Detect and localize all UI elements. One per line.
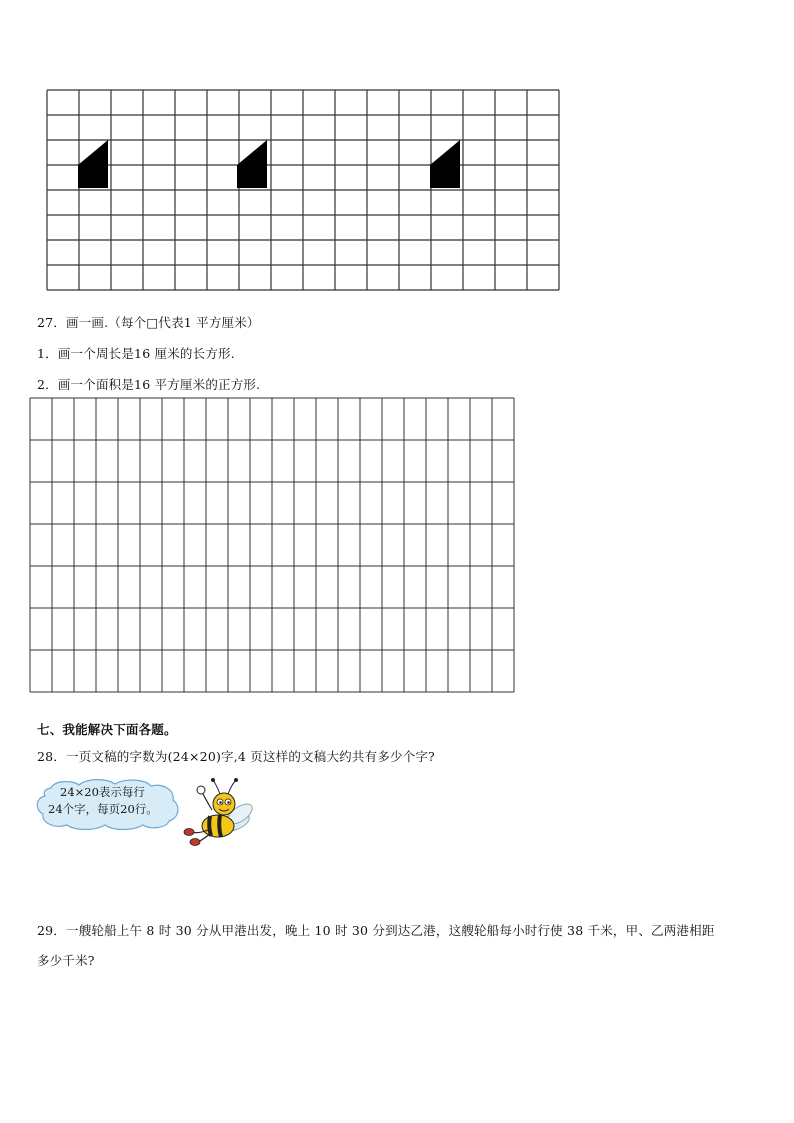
trapezoid-shape-2: [237, 140, 267, 188]
bee-icon: [180, 770, 260, 846]
q29-line-2: 多少千米?: [37, 953, 95, 968]
hint-line-2: 24个字，每页20行。: [48, 802, 158, 816]
q29-line-1: 29．一艘轮船上午 8 时 30 分从甲港出发，晚上 10 时 30 分到达乙港，这艘轮船每小时行使 38 千米，甲、乙两港相距: [37, 923, 715, 938]
q27-item-2: 2．画一个面积是16 平方厘米的正方形.: [37, 377, 261, 392]
q28-question: 28．一页文稿的字数为(24×20)字,4 页这样的文稿大约共有多少个字?: [37, 749, 435, 764]
trapezoid-shape-1: [78, 140, 108, 188]
hint-line-1: 24×20表示每行: [60, 785, 145, 799]
drawing-grid: [29, 397, 518, 695]
trapezoid-shape-3: [430, 140, 460, 188]
q27-item-1: 1．画一个周长是16 厘米的长方形.: [37, 346, 235, 361]
section-7-heading: 七、我能解决下面各题。: [37, 722, 177, 737]
q27-title: 27．画一画.（每个□代表1 平方厘米）: [37, 315, 260, 330]
shape-grid: [45, 88, 565, 294]
